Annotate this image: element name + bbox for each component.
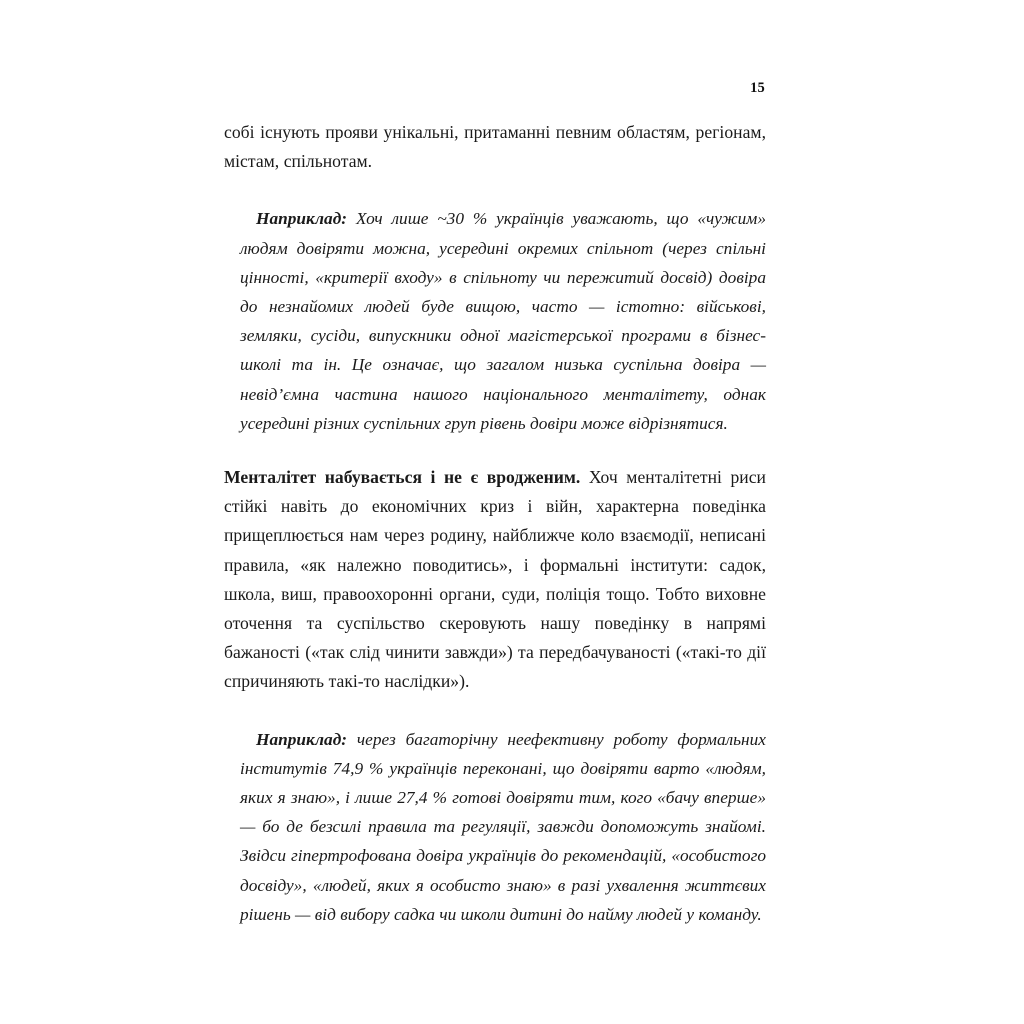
example-block-1 xyxy=(240,204,766,438)
paragraph-spacer xyxy=(224,438,766,463)
continued-paragraph: собі існують прояви унікальні, притаманні певним областям, регіонам, містам, спільнотам. xyxy=(224,122,766,172)
example-text-2: через багаторічну неефективну роботу формальних інститутів 74,9 % українців переконані, що довіряти варто «людям, яких я знаю», і лише 27,4 % готові довіряти тим, кого «бачу вперше» — бо де безсилі правила та регуляції, завжди допоможуть знайомі. Звідси гіпертрофована довіра українців до рекомендацій, «особистого досвіду», «людей, яких я особисто знаю» в разі ухвалення життєвих рішень — від вибору садка чи школи дитині до найму людей у команду. xyxy=(240,729,766,924)
body-paragraph-lead: Менталітет набувається і не є вродженим. xyxy=(224,467,581,488)
example-block-2 xyxy=(240,725,766,929)
example-text-1: Хоч лише ~30 % українців уважають, що «чужим» людям довіряти можна, усередині окремих спільнот (через спільні цінності, «критерії входу» в спільноту чи пережитий досвід) довіра до незнайомих людей буде вищою, часто — істотно: військові, земляки, сусіди, випускники одної магістерської програми в бізнес-школі та ін. Це означає, що загалом низька суспільна довіра — невід’ємна частина нашого національного менталітету, однак усередині різних суспільних груп рівень довіри може відрізнятися. xyxy=(240,209,766,433)
paragraph-spacer xyxy=(224,697,766,725)
page-number: 15 xyxy=(750,80,765,96)
body-paragraph xyxy=(224,463,766,697)
text-column xyxy=(224,118,766,929)
paragraph-spacer xyxy=(224,176,766,204)
example-lead-1: Наприклад: xyxy=(256,209,348,229)
body-paragraph-text: Хоч менталітетні риси стійкі навіть до економічних криз і війн, характерна поведінка прищеплюється нам через родину, найближче коло взаємодії, неписані правила, «як належно поводитись», і формальні інститути: садок, школа, виш, правоохоронні органи, суди, поліція тощо. Тобто виховне оточення та суспільство скеровують нашу поведінку в напрямі бажаності («так слід чинити завжди») та передбачуваності («такі-то дії спричиняють такі-то наслідки»). xyxy=(224,467,766,692)
example-lead-2: Наприклад: xyxy=(256,729,348,749)
